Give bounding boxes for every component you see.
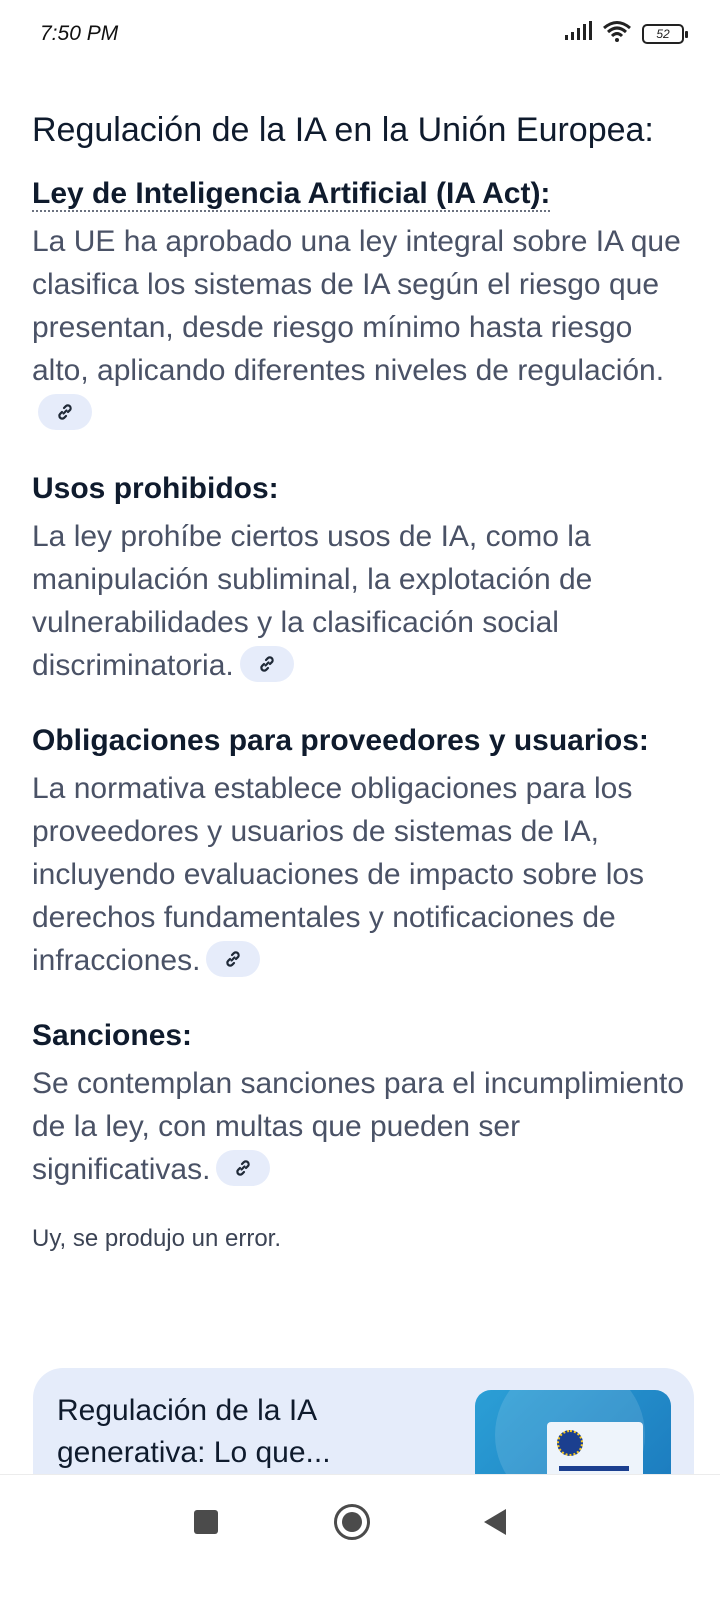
document-line [559,1466,629,1471]
eu-flag-icon [557,1430,583,1456]
page-heading: Regulación de la IA en la Unión Europea: [32,111,654,149]
system-nav-bar [0,1474,720,1601]
section-title: Usos prohibidos: [32,472,279,505]
section-title[interactable]: Ley de Inteligencia Artificial (IA Act): [32,177,551,210]
source-link-button[interactable] [206,941,260,977]
section-body: La ley prohíbe ciertos usos de IA, como la manipulación subliminal, la explotación de vulnerabilidades y la clasificación social discriminatoria. [32,520,593,682]
section-body: La UE ha aprobado una ley integral sobre IA que clasifica los sistemas de IA según el riesgo que presentan, desde riesgo mínimo hasta riesgo alto, aplicando diferentes niveles de regulación. [32,220,688,435]
section-sanciones [32,1016,688,1191]
link-icon [257,654,277,674]
status-time: 7:50 PM [40,22,119,45]
source-link-button[interactable] [216,1150,270,1186]
wifi-icon [602,20,632,47]
battery-icon: 52 [642,24,684,44]
section-usos-prohibidos [32,469,688,687]
status-bar [0,0,720,70]
recents-button[interactable] [194,1510,218,1534]
back-button[interactable] [484,1509,506,1535]
link-icon [223,949,243,969]
home-button[interactable] [334,1504,370,1540]
card-title: Regulación de la IA generativa: Lo que... [57,1394,331,1469]
section-ia-act [32,174,688,435]
section-body: Se contemplan sanciones para el incumplimiento de la ley, con multas que pueden ser significativas. [32,1067,685,1186]
response-content [32,104,688,1253]
section-body: La normativa establece obligaciones para los proveedores y usuarios de sistemas de IA, incluyendo evaluaciones de impacto sobre los derechos fundamentales y notificaciones de infracciones. [32,772,645,977]
section-title: Obligaciones para proveedores y usuarios: [32,724,649,757]
error-message: Uy, se produjo un error. [32,1225,282,1252]
link-icon [55,402,75,422]
link-icon [233,1158,253,1178]
section-title: Sanciones: [32,1019,193,1052]
status-icons [564,20,684,47]
section-obligaciones [32,721,688,982]
signal-icon [564,21,592,46]
source-link-button[interactable] [38,394,92,430]
source-link-button[interactable] [240,646,294,682]
